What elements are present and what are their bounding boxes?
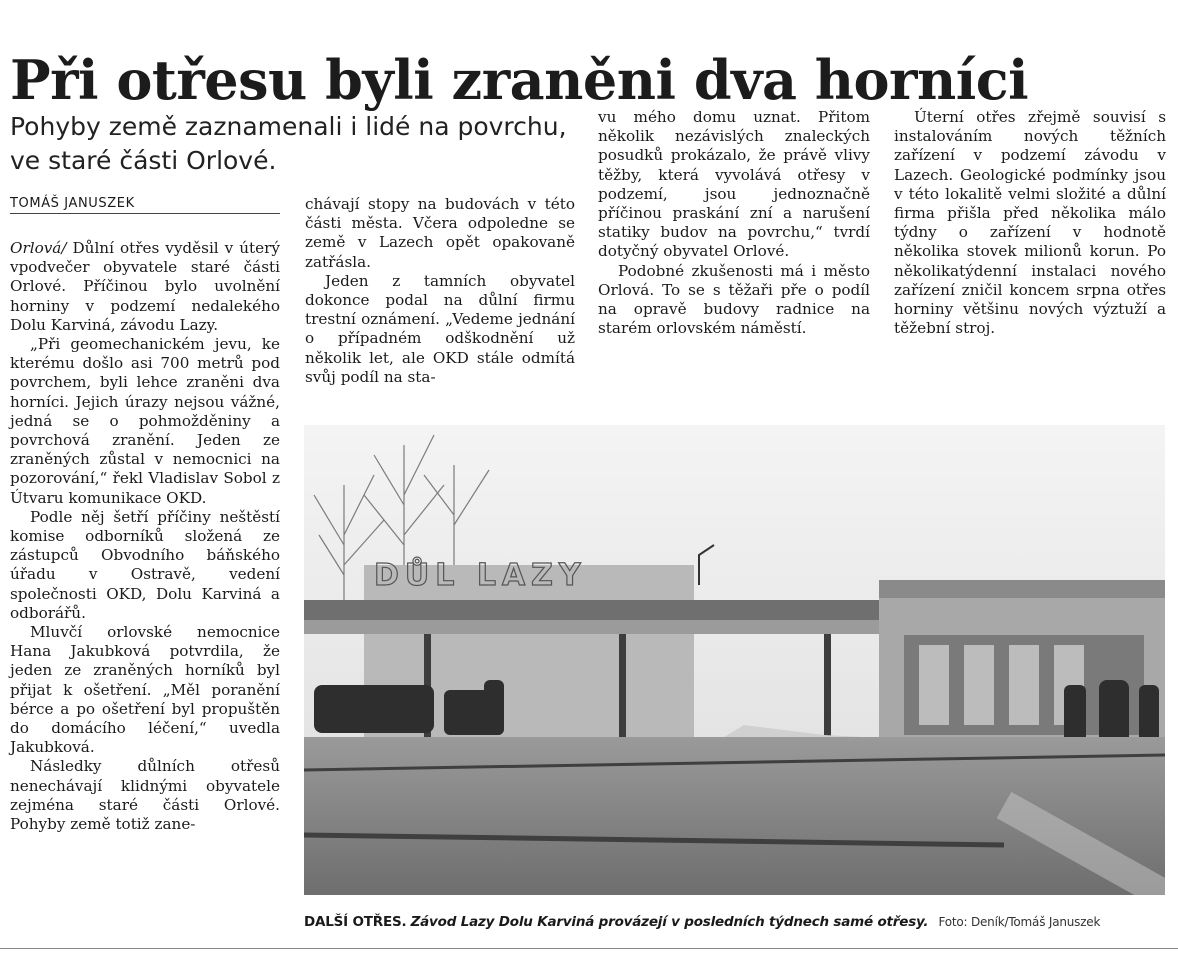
article-paragraph: Úterní otřes zřejmě souvisí s instalováním nových těžních zařízení v podzemí závodu v Lazech. Geologické podmínky jsou v této lokalitě velmi složité a důlní firma přišla před několika málo týdny o zařízení v hodnotě několika stovek milionů korun. Po několikatýdenní instalaci nového zařízení zničil koncem srpna otřes horniny většinu nových výztuží a těžební stroj. <box>894 108 1166 338</box>
bottom-rule <box>0 948 1178 949</box>
photo-caption <box>304 914 1174 930</box>
article-column-4 <box>894 108 1166 338</box>
article-paragraph: Podle něj šetří příčiny neštěstí komise odborníků složená ze zástupců Obvodního báňského úřadu v Ostravě, vedení společnosti OKD, Dolu Karviná a odborářů. <box>10 507 280 622</box>
article-paragraph: Mluvčí orlovské nemocnice Hana Jakubková potvrdila, že jeden ze zraněných horníků byl přijat k ošetření. „Měl poranění bérce a po ošetření byl propuštěn do domácího léčení,“ uvedla Jakubková. <box>10 623 280 757</box>
article-deck: Pohyby země zaznamenali i lidé na povrchu, ve staré části Orlové. <box>10 112 567 175</box>
sign-text: DŮL LAZY <box>374 558 587 593</box>
article-paragraph: Následky důlních otřesů nenechávají klidnými obyvatele zejména staré části Orlové. Pohyby země totiž zane- <box>10 757 280 834</box>
article-column-3 <box>598 108 870 338</box>
article-paragraph: „Při geomechanickém jevu, ke kterému došlo asi 700 metrů pod povrchem, byli lehce zraněni dva horníci. Jejich úrazy nejsou vážné, jedná se o pohmožděniny a povrchová zranění. Jeden ze zraněných zůstal v nemocnici na pozorování,“ řekl Vladislav Sobol z Útvaru komunikace OKD. <box>10 335 280 507</box>
article-column-1 <box>10 239 280 834</box>
article-paragraph: chávají stopy na budovách v této části města. Včera odpoledne se země v Lazech opět opakovaně zatřásla. <box>305 195 575 271</box>
news-photo <box>304 425 1165 895</box>
headline: Při otřesu byli zraněni dva horníci <box>10 48 1029 113</box>
article-column-2 <box>305 195 575 387</box>
caption-lead: DALŠÍ OTŘES. <box>304 914 407 930</box>
article-paragraph: Podobné zkušenosti má i město Orlová. To se s těžaři pře o podíl na opravě budovy radnice na starém orlovském náměstí. <box>598 261 870 338</box>
byline: TOMÁŠ JANUSZEK <box>10 196 280 214</box>
photo-credit: Foto: Deník/Tomáš Januszek <box>938 915 1101 929</box>
article-paragraph: Orlová/ Důlní otřes vyděsil v úterý vpodvečer obyvatele staré části Orlové. Příčinou bylo uvolnění horniny v podzemí nedalekého Dolu Karviná, závodu Lazy. <box>10 239 280 334</box>
article-paragraph: vu mého domu uznat. Přitom několik nezávislých znaleckých posudků prokázalo, že právě vlivy těžby, která vyvolává otřesy v podzemí, jsou jednoznačně příčinou praskání zní a narušení statiky budov na povrchu,“ tvrdí dotyčný obyvatel Orlové. <box>598 108 870 261</box>
dateline: Orlová/ <box>10 239 67 257</box>
article-paragraph: Jeden z tamních obyvatel dokonce podal na důlní firmu trestní oznámení. „Vedeme jednání o případném odškodnění už několik let, ale OKD stále odmítá svůj podíl na sta- <box>305 271 575 386</box>
caption-body: Závod Lazy Dolu Karviná provázejí v posledních týdnech samé otřesy. <box>410 914 929 930</box>
